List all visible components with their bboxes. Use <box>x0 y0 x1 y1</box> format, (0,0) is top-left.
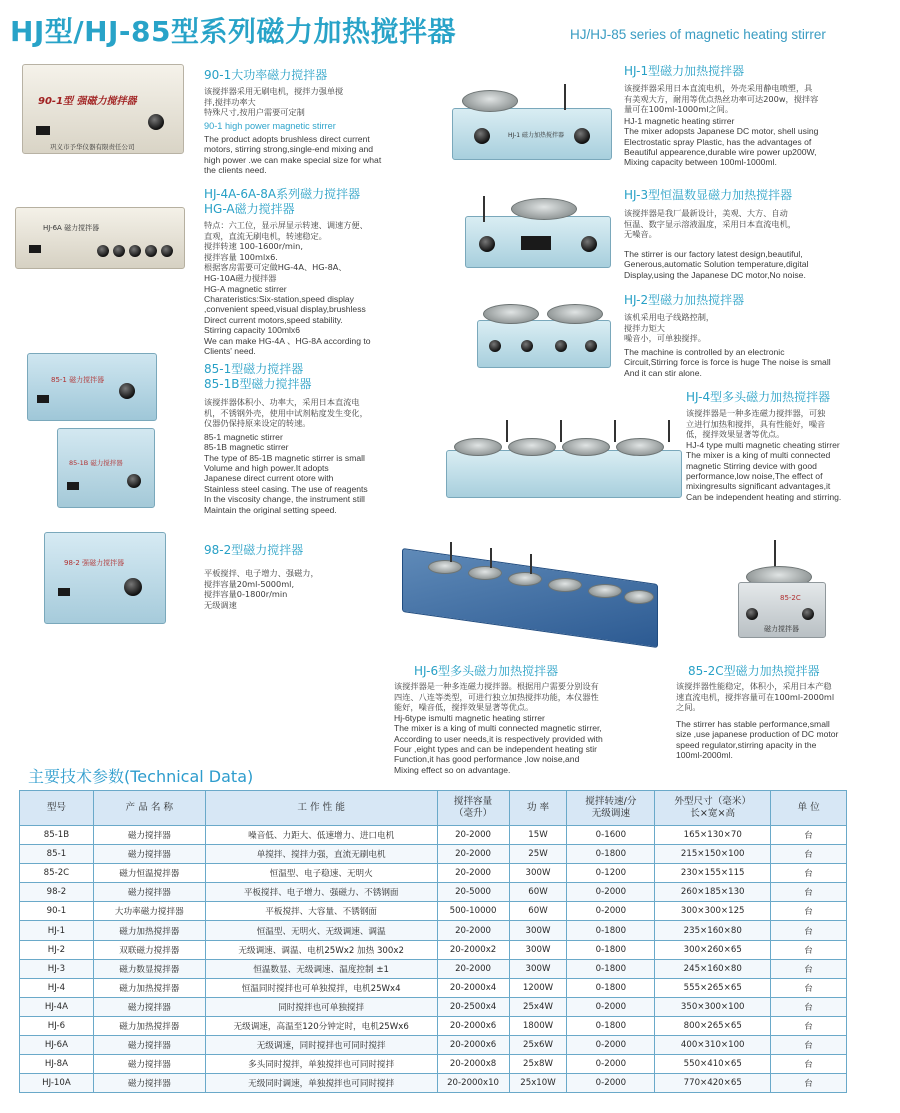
table-cell: 磁力搅拌器 <box>93 1074 205 1093</box>
technical-data-title: 主要技术参数(Technical Data) <box>28 767 254 786</box>
product-title: 85-2C型磁力加热搅拌器 <box>688 664 820 678</box>
column-header: 单 位 <box>771 791 847 826</box>
device-knob <box>585 340 597 352</box>
product-title: 90-1大功率磁力搅拌器 <box>204 68 328 82</box>
table-cell: 台 <box>771 845 847 864</box>
table-cell: 台 <box>771 1036 847 1055</box>
stir-plate <box>547 304 603 324</box>
stir-plate <box>562 438 610 456</box>
table-cell: 300W <box>509 864 567 883</box>
table-cell: 20-2000 <box>437 845 509 864</box>
product-title: HJ-3型恒温数显磁力加热搅拌器 <box>624 188 793 202</box>
table-cell: 25x6W <box>509 1036 567 1055</box>
stand-rod <box>530 554 532 574</box>
table-cell: 300W <box>509 959 567 978</box>
product-desc-en: 85-1 magnetic stirrer 85-1B magnetic stirrer The type of 85-1B magnetic stirrer is small Volume and high power.It adopts Japanese direct current otore with Stainless steel casing. The use of reagents In the viscosity change, the instrument still Maintain the original setting speed. <box>204 431 368 515</box>
column-header: 搅拌转速/分 无级调速 <box>567 791 655 826</box>
stand-rod <box>614 420 616 442</box>
table-cell: 0-2000 <box>567 997 655 1016</box>
device-label: 85-1 磁力搅拌器 <box>51 376 105 384</box>
table-cell: 20-2000 <box>437 864 509 883</box>
product-desc-cn: 该搅拌器是一种多连磁力搅拌器。根据用户需要分别设有 四连、八连等类型，可进行独立加热搅拌功能，本仪器性 能好，噪音低，搅拌效果显著等优点。 <box>394 681 599 713</box>
table-row <box>20 864 847 883</box>
table-cell: 台 <box>771 864 847 883</box>
table-cell: 双联磁力搅拌器 <box>93 940 205 959</box>
product-desc-cn: 该机采用电子线路控制， 搅拌力矩大 噪音小，可单独搅拌。 <box>624 312 715 344</box>
product-title: HJ-4型多头磁力加热搅拌器 <box>686 390 831 404</box>
table-cell: 磁力数显搅拌器 <box>93 959 205 978</box>
table-cell: 台 <box>771 826 847 845</box>
table-cell: 165×130×70 <box>655 826 771 845</box>
device-knob <box>127 474 141 488</box>
table-cell: 台 <box>771 997 847 1016</box>
stir-plate <box>468 566 502 580</box>
table-cell: 磁力恒温搅拌器 <box>93 864 205 883</box>
device-label: 98-2 强磁力搅拌器 <box>64 559 125 567</box>
table-row <box>20 1016 847 1035</box>
device-name: 磁力搅拌器 <box>764 625 799 633</box>
product-desc-en: The stirrer is our factory latest design,beautiful, Generous,automatic Solution temperature,digital Display,using the Japanese DC motor,No noise. <box>624 248 809 280</box>
product-desc-en: The product adopts brushless direct current motors, stirring strong,single-end mixing and high power .we can make special size for what the clients need. <box>204 133 382 175</box>
table-cell: 20-2000x8 <box>437 1055 509 1074</box>
table-cell: 300×260×65 <box>655 940 771 959</box>
table-cell: 0-1800 <box>567 1016 655 1035</box>
table-cell: 60W <box>509 883 567 902</box>
table-cell: HJ-8A <box>20 1055 94 1074</box>
device-knob <box>124 578 142 596</box>
table-cell: 0-1600 <box>567 826 655 845</box>
device-label: HJ-1 磁力加热搅拌器 <box>508 132 564 139</box>
product-title: HG-A磁力搅拌器 <box>204 202 295 216</box>
device-knob <box>479 236 495 252</box>
table-row <box>20 826 847 845</box>
table-cell: 多头同时搅拌，单独搅拌也可同时搅拌 <box>205 1055 437 1074</box>
product-desc-cn: 该搅拌器性能稳定，体积小，采用日本产稳 速直流电机，搅拌容量可在100ml-2000ml 之间。 <box>676 681 835 713</box>
table-cell: 恒温型、电子稳速、无明火 <box>205 864 437 883</box>
product-hj-6 <box>394 664 662 775</box>
product-desc-cn: 特点：六工位，显示屏显示转速、调速方便、 直观，直流无刷电机，转速稳定。 搅拌转速 100-1600r/min, 搅拌容量 100mlx6. 根据客房需要可定做HG-4A、HG-8A、 HG-10A磁力搅拌器 <box>204 220 368 283</box>
table-header-row <box>20 791 847 826</box>
table-cell: HJ-4A <box>20 997 94 1016</box>
table-cell: 无级同时调速，单独搅拌也可同时搅拌 <box>205 1074 437 1093</box>
product-desc-en: Hj-6type ismulti magnetic heating stirrer The mixer is a king of multi connected magnetic stirrer, According to user needs,it is respectively provided with Four ,eight types and can be independent heating stir Function,it has good performance ,low noise,and Mixing effect so on advantage. <box>394 712 603 775</box>
table-row <box>20 883 847 902</box>
product-desc-cn: 该搅拌器体积小、功率大，采用日本直流电 机，不锈钢外壳，使用中试剂粘度发生变化， 仪器仍保持原来设定的转速。 <box>204 397 368 429</box>
product-title: HJ-4A-6A-8A系列磁力搅拌器 <box>204 187 361 201</box>
table-cell: 台 <box>771 921 847 940</box>
table-cell: 台 <box>771 940 847 959</box>
device-label: 85-2C <box>780 594 801 602</box>
device-label: 85-1B 磁力搅拌器 <box>69 459 123 467</box>
table-cell: 260×185×130 <box>655 883 771 902</box>
table-cell: 磁力加热搅拌器 <box>93 921 205 940</box>
table-cell: 20-2000x4 <box>437 978 509 997</box>
product-title: 85-1B型磁力搅拌器 <box>204 377 312 391</box>
table-cell: 1200W <box>509 978 567 997</box>
table-cell: 0-2000 <box>567 1036 655 1055</box>
device-knob <box>145 245 157 257</box>
table-cell: 20-2000x10 <box>437 1074 509 1093</box>
device-knob <box>581 236 597 252</box>
table-cell: 台 <box>771 978 847 997</box>
table-cell: 台 <box>771 959 847 978</box>
stir-plate <box>511 198 577 220</box>
table-cell: 300×300×125 <box>655 902 771 921</box>
table-cell: 770×420×65 <box>655 1074 771 1093</box>
table-cell: 500-10000 <box>437 902 509 921</box>
table-cell: 0-2000 <box>567 902 655 921</box>
product-photo-90-1 <box>22 64 184 154</box>
product-desc-en: HJ-1 magnetic heating stirrer The mixer adopsts Japanese DC motor, shell using Electrostatic spray Plastic, has the advantages of Beautiful appearence,durable wire power up200W, Mixing capacity between 100ml-1000ml. <box>624 115 819 168</box>
table-cell: 15W <box>509 826 567 845</box>
product-photo-hj-2 <box>477 296 611 370</box>
table-row <box>20 978 847 997</box>
product-title: 85-1型磁力搅拌器 <box>204 362 304 376</box>
table-cell: 20-2000 <box>437 826 509 845</box>
table-cell: 磁力搅拌器 <box>93 1036 205 1055</box>
table-cell: 磁力搅拌器 <box>93 883 205 902</box>
table-cell: 恒温型、无明火、无级调速、调温 <box>205 921 437 940</box>
table-row <box>20 845 847 864</box>
device-knob <box>574 128 590 144</box>
table-cell: 85-1 <box>20 845 94 864</box>
column-header: 产 品 名 称 <box>93 791 205 826</box>
table-cell: 300W <box>509 921 567 940</box>
product-desc-en: HG-A magnetic stirrer Charateristics:Six-station,speed display ,convenient speed,visual display,brushless Direct current motors,speed stability. Stirring capacity 100mlx6 We can make HG-4A 、HG-8A according to Clients' need. <box>204 283 371 356</box>
product-photo-85-1 <box>27 353 157 421</box>
table-cell: 20-2000x6 <box>437 1036 509 1055</box>
device-knob <box>119 383 135 399</box>
product-desc-cn: 该搅拌器采用日本直流电机，外壳采用静电喷塑，具 有美观大方，耐用等优点热丝功率可达200w，搅拌容 量可在100ml-1000ml之间。 <box>624 83 819 115</box>
table-cell: 平板搅拌、大容量、不锈钢面 <box>205 902 437 921</box>
table-cell: 恒温数显、无级调速、温度控制 ±1 <box>205 959 437 978</box>
table-cell: 台 <box>771 1055 847 1074</box>
table-row <box>20 902 847 921</box>
table-row <box>20 1055 847 1074</box>
table-cell: 25W <box>509 845 567 864</box>
table-cell: 台 <box>771 883 847 902</box>
product-photo-hj-6 <box>402 540 658 650</box>
table-cell: 550×410×65 <box>655 1055 771 1074</box>
table-cell: HJ-3 <box>20 959 94 978</box>
table-cell: 215×150×100 <box>655 845 771 864</box>
page-subtitle: HJ/HJ-85 series of magnetic heating stirrer <box>570 27 826 42</box>
table-cell: HJ-2 <box>20 940 94 959</box>
stir-plate <box>508 572 542 586</box>
table-cell: 0-1800 <box>567 845 655 864</box>
table-cell: 0-1800 <box>567 921 655 940</box>
stand-rod <box>450 542 452 562</box>
table-cell: 0-1800 <box>567 959 655 978</box>
table-cell: 230×155×115 <box>655 864 771 883</box>
device-knob <box>161 245 173 257</box>
product-desc-cn: 平板搅拌、电子增力、强磁力， 搅拌容量20ml-5000ml, 搅拌容量0-1800r/min 无级调速 <box>204 568 319 610</box>
table-cell: 磁力搅拌器 <box>93 1055 205 1074</box>
device-knob <box>555 340 567 352</box>
page-title: HJ型/HJ-85型系列磁力加热搅拌器 <box>10 15 457 48</box>
table-cell: 0-2000 <box>567 1055 655 1074</box>
stand-rod <box>483 196 485 222</box>
technical-data-table <box>19 790 847 1093</box>
product-hj-2 <box>624 293 886 378</box>
column-header: 型号 <box>20 791 94 826</box>
table-cell: 400×310×100 <box>655 1036 771 1055</box>
table-cell: 85-1B <box>20 826 94 845</box>
table-cell: 恒温同时搅拌也可单独搅拌，电机25Wx4 <box>205 978 437 997</box>
table-row <box>20 921 847 940</box>
table-cell: 85-2C <box>20 864 94 883</box>
device-knob <box>746 608 758 620</box>
table-cell: 噪音低、力距大、低速增力、进口电机 <box>205 826 437 845</box>
table-cell: HJ-6A <box>20 1036 94 1055</box>
device-display <box>37 395 49 403</box>
product-photo-hj-6a <box>15 207 185 269</box>
table-cell: 台 <box>771 902 847 921</box>
table-cell: 20-2000 <box>437 959 509 978</box>
table-cell: 同时搅拌也可单独搅拌 <box>205 997 437 1016</box>
product-98-2 <box>204 543 404 610</box>
table-cell: HJ-1 <box>20 921 94 940</box>
table-cell: 60W <box>509 902 567 921</box>
table-cell: HJ-6 <box>20 1016 94 1035</box>
table-row <box>20 997 847 1016</box>
product-title-en: 90-1 high power magnetic stirrer <box>204 120 336 131</box>
table-cell: 350×300×100 <box>655 997 771 1016</box>
column-header: 工 作 性 能 <box>205 791 437 826</box>
table-cell: 20-2500x4 <box>437 997 509 1016</box>
product-hj-1 <box>624 64 886 168</box>
product-title: 98-2型磁力搅拌器 <box>204 543 304 557</box>
product-photo-hj-3 <box>465 196 611 268</box>
product-hj-3 <box>624 188 886 280</box>
table-cell: 0-1200 <box>567 864 655 883</box>
table-cell: 0-1800 <box>567 978 655 997</box>
product-photo-85-2c <box>732 540 832 640</box>
column-header: 搅拌容量 （毫升） <box>437 791 509 826</box>
product-desc-en: HJ-4 type multi magnetic cheating stirrer The mixer is a king of multi connected magnetic Stirring device with good performance,low noise,The effect of mixingresults significant advantages,it Can be independent heating and stirring. <box>686 439 842 502</box>
device-display <box>521 236 551 250</box>
device-knob <box>129 245 141 257</box>
stir-plate <box>616 438 664 456</box>
table-cell: 0-1800 <box>567 940 655 959</box>
table-cell: 台 <box>771 1016 847 1035</box>
product-desc-cn: 该搅拌器采用无刷电机，搅拌力强单搅 拌,搅拌功率大 特殊尺寸,按用户需要可定制 <box>204 86 344 118</box>
table-cell: 25x8W <box>509 1055 567 1074</box>
stand-rod <box>560 420 562 442</box>
table-cell: 245×160×80 <box>655 959 771 978</box>
table-cell: 20-2000x2 <box>437 940 509 959</box>
stand-rod <box>564 84 566 110</box>
table-cell: 磁力加热搅拌器 <box>93 978 205 997</box>
product-90-1 <box>204 68 404 175</box>
product-title: HJ-6型多头磁力加热搅拌器 <box>414 664 559 678</box>
stir-plate <box>548 578 582 592</box>
column-header: 外型尺寸（毫米） 长×宽×高 <box>655 791 771 826</box>
table-cell: 无级调速、调温、电机25Wx2 加热 300x2 <box>205 940 437 959</box>
table-cell: 0-2000 <box>567 1074 655 1093</box>
product-title: HJ-2型磁力加热搅拌器 <box>624 293 745 307</box>
table-row <box>20 1036 847 1055</box>
product-hj-4a <box>204 187 419 356</box>
table-cell: 20-5000 <box>437 883 509 902</box>
stand-rod <box>506 420 508 442</box>
product-85-1 <box>204 362 419 515</box>
table-cell: HJ-4 <box>20 978 94 997</box>
device-display <box>36 126 50 135</box>
product-photo-hj-4 <box>446 420 682 500</box>
table-cell: 20-2000 <box>437 921 509 940</box>
device-knob <box>802 608 814 620</box>
device-label: HJ-6A 磁力搅拌器 <box>43 224 100 232</box>
device-knob <box>97 245 109 257</box>
device-knob <box>474 128 490 144</box>
device-maker: 巩义市予华仪器有限责任公司 <box>50 143 135 151</box>
product-hj-4 <box>686 390 886 502</box>
table-cell: 无级调速，高温至120分钟定时，电机25Wx6 <box>205 1016 437 1035</box>
table-cell: 90-1 <box>20 902 94 921</box>
table-cell: 大功率磁力搅拌器 <box>93 902 205 921</box>
device-knob <box>521 340 533 352</box>
table-cell: 磁力搅拌器 <box>93 826 205 845</box>
product-desc-en: The stirrer has stable performance,small size ,use japanese production of DC motor speed regulator,stirring apacity in the 100ml-2000ml. <box>676 718 839 760</box>
device-knob <box>148 114 164 130</box>
product-photo-98-2 <box>44 532 166 624</box>
table-cell: 台 <box>771 1074 847 1093</box>
stir-plate <box>508 438 556 456</box>
table-cell: 磁力搅拌器 <box>93 997 205 1016</box>
table-cell: 单搅拌、搅拌力强，直流无刷电机 <box>205 845 437 864</box>
product-desc-cn: 该搅拌器是我厂最新设计，美观、大方、自动 恒温、数字显示溶液温度，采用日本直流电机， 无噪音。 <box>624 208 796 240</box>
product-photo-hj-1 <box>452 84 612 164</box>
table-cell: 20-2000x6 <box>437 1016 509 1035</box>
device-knob <box>489 340 501 352</box>
table-cell: 磁力加热搅拌器 <box>93 1016 205 1035</box>
product-desc-en: The machine is controlled by an electronic Circuit,Stirring force is force is huge The noise is small And it can stir alone. <box>624 346 831 378</box>
stir-plate <box>588 584 622 598</box>
device-knob <box>113 245 125 257</box>
device-label: 90-1型 强磁力搅拌器 <box>38 96 137 107</box>
stir-plate <box>462 90 518 112</box>
table-cell: 0-2000 <box>567 883 655 902</box>
table-cell: 25x10W <box>509 1074 567 1093</box>
product-desc-cn: 该搅拌器是一种多连磁力搅拌器，可独 立进行加热和搅拌，具有性能好，噪音 低，搅拌效果显著等优点。 <box>686 408 826 440</box>
table-cell: HJ-10A <box>20 1074 94 1093</box>
product-85-2c <box>676 664 888 760</box>
stand-rod <box>490 548 492 568</box>
table-cell: 300W <box>509 940 567 959</box>
stir-plate <box>428 560 462 574</box>
product-title: HJ-1型磁力加热搅拌器 <box>624 64 745 78</box>
stir-plate <box>624 590 654 604</box>
device-display <box>29 245 41 253</box>
table-cell: 1800W <box>509 1016 567 1035</box>
stir-plate <box>454 438 502 456</box>
table-row <box>20 1074 847 1093</box>
table-cell: 无级调速，同时搅拌也可同时搅拌 <box>205 1036 437 1055</box>
table-cell: 98-2 <box>20 883 94 902</box>
device-display <box>67 482 79 490</box>
table-cell: 25x4W <box>509 997 567 1016</box>
table-cell: 235×160×80 <box>655 921 771 940</box>
table-cell: 平板搅拌、电子增力、强磁力、不锈钢面 <box>205 883 437 902</box>
table-cell: 磁力搅拌器 <box>93 845 205 864</box>
table-row <box>20 959 847 978</box>
column-header: 功 率 <box>509 791 567 826</box>
product-photo-85-1b <box>57 428 155 508</box>
stand-rod <box>668 420 670 442</box>
stir-plate <box>483 304 539 324</box>
table-row <box>20 940 847 959</box>
device-display <box>58 588 70 596</box>
table-cell: 800×265×65 <box>655 1016 771 1035</box>
table-cell: 555×265×65 <box>655 978 771 997</box>
